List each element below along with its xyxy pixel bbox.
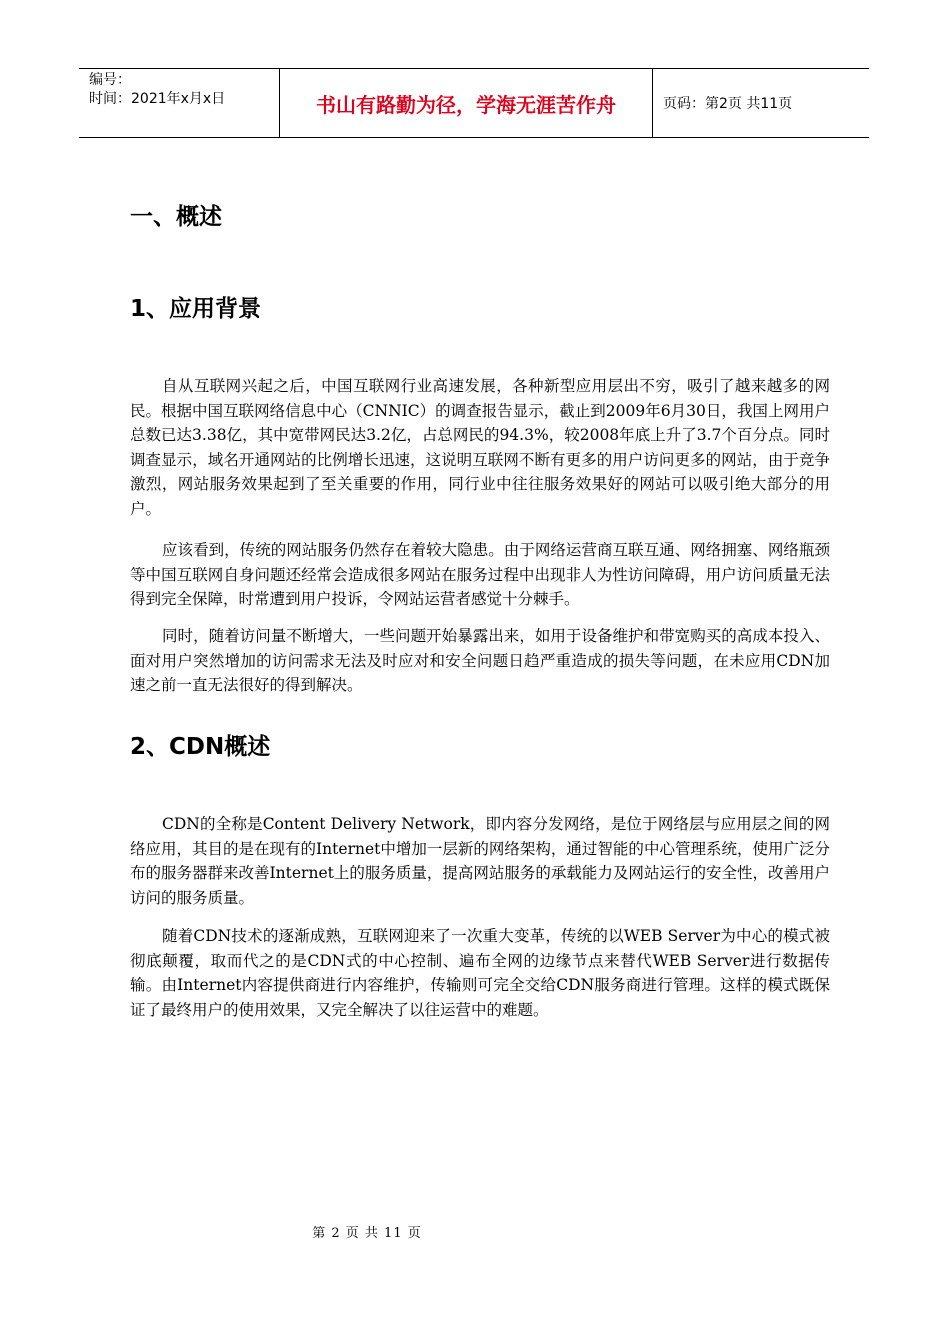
paragraph-cdn-2: 随着CDN技术的逐渐成熟，互联网迎来了一次重大变革，传统的以WEB Server为中心的模式被彻底颠覆，取而代之的是CDN式的中心控制、遍布全网的边缘节点来替代WEB Server进行数据传输。由Internet内容提供商进行内容维护，传输则可完全交给CDN服务商进行管理。这样的模式既保证了最终用户的使用效果，又完全解决了以往运营中的难题。	[130, 927, 830, 1019]
paragraph-background-3: 同时，随着访问量不断增大，一些问题开始暴露出来，如用于设备维护和带宽购买的高成本投入、面对用户突然增加的访问需求无法及时应对和安全问题日趋严重造成的损失等问题，在未应用CDN加速之前一直无法很好的得到解决。	[130, 627, 830, 694]
subsection-heading-background: 1、应用背景	[130, 296, 262, 322]
subsection-heading-cdn: 2、CDN概述	[130, 734, 271, 760]
header-motto: 书山有路勤为径，学海无涯苦作舟	[280, 69, 653, 137]
section-heading-overview: 一、概述	[130, 204, 222, 230]
page-footer	[0, 1222, 950, 1241]
document-number-label: 编号：	[89, 72, 131, 88]
paragraph-background-2: 应该看到，传统的网站服务仍然存在着较大隐患。由于网络运营商互联互通、网络拥塞、网络瓶颈等中国互联网自身问题还经常会造成很多网站在服务过程中出现非人为性访问障碍，用户访问质量无法得到完全保障，时常遭到用户投诉，令网站运营者感觉十分棘手。	[130, 541, 830, 608]
page-header	[79, 68, 869, 138]
footer-page-number: 第 2 页 共 11 页	[312, 1226, 422, 1241]
header-meta-cell	[79, 69, 280, 137]
document-date-label: 时间：2021年x月x日	[89, 91, 226, 107]
header-page-number: 页码：第2页 共11页	[663, 96, 793, 112]
paragraph-background-1: 自从互联网兴起之后，中国互联网行业高速发展，各种新型应用层出不穷，吸引了越来越多的网民。根据中国互联网络信息中心（CNNIC）的调查报告显示，截止到2009年6月30日，我国上网用户总数已达3.38亿，其中宽带网民达3.2亿，占总网民的94.3%，较2008年底上升了3.7个百分点。同时调查显示，域名开通网站的比例增长迅速，这说明互联网不断有更多的用户访问更多的网站，由于竞争激烈，网站服务效果起到了至关重要的作用，同行业中往往服务效果好的网站可以吸引绝大部分的用户。	[130, 377, 830, 518]
paragraph-cdn-1: CDN的全称是Content Delivery Network，即内容分发网络，是位于网络层与应用层之间的网络应用，其目的是在现有的Internet中增加一层新的网络架构，通过智能的中心管理系统，使用广泛分布的服务器群来改善Internet上的服务质量，提高网站服务的承载能力及网站运行的安全性，改善用户访问的服务质量。	[130, 815, 830, 907]
